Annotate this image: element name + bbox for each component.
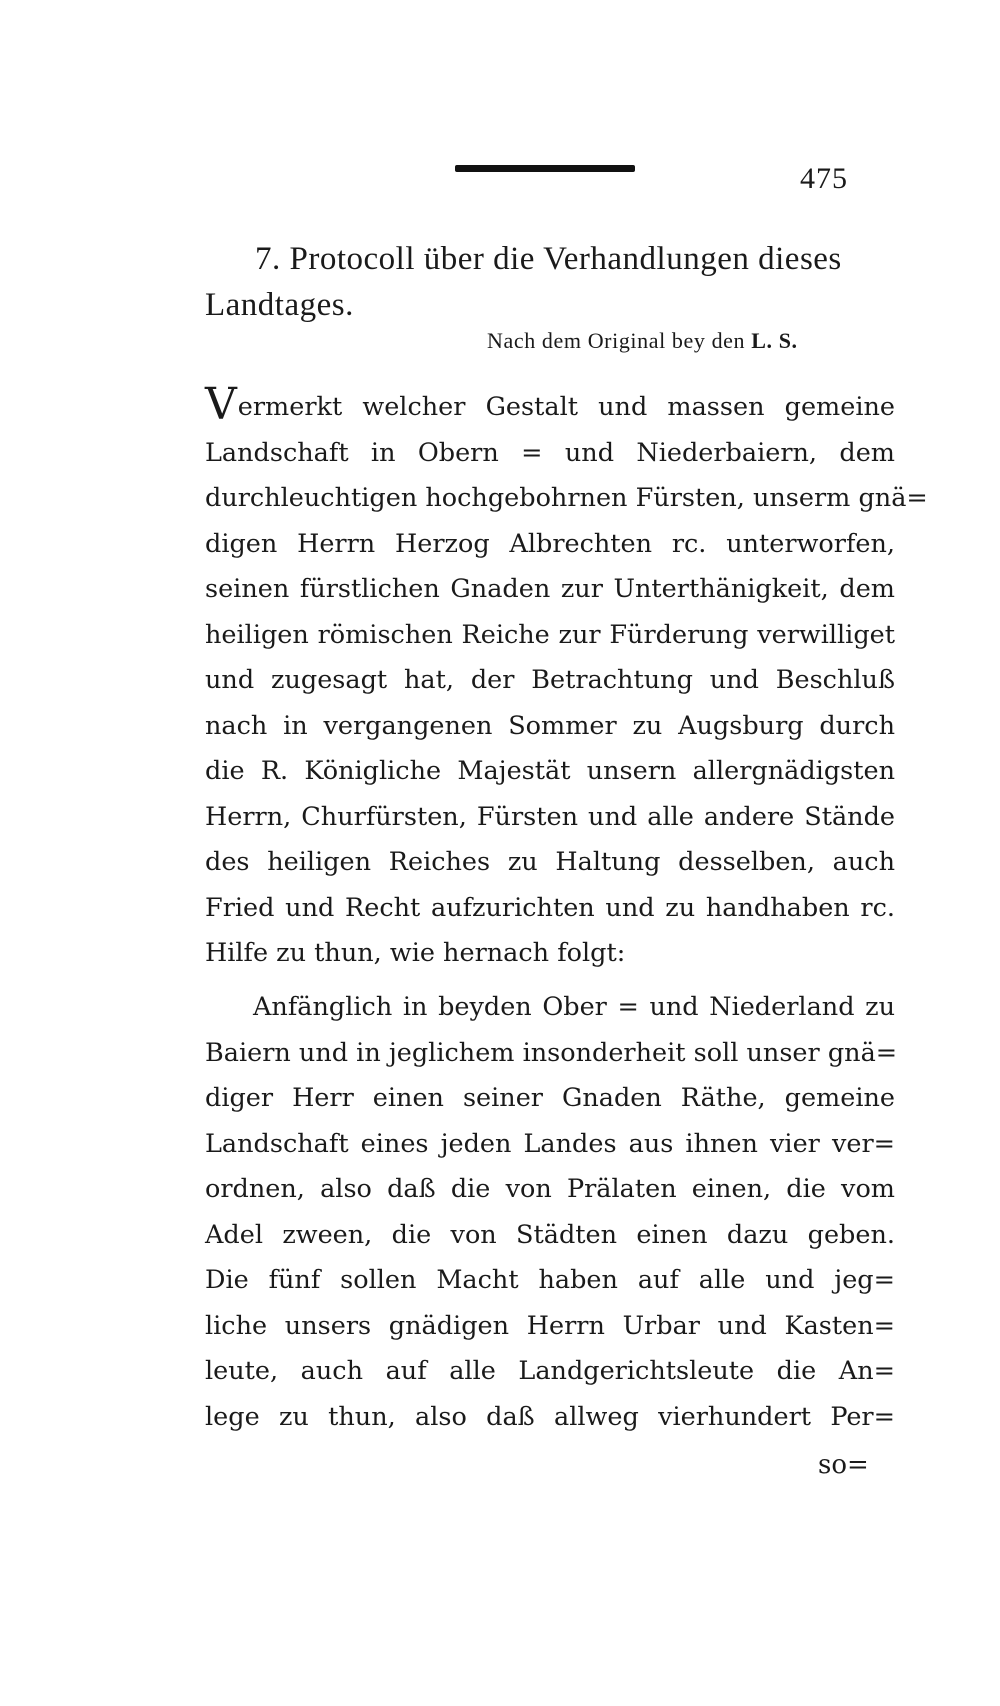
paragraph-line: Hilfe zu thun, wie hernach folgt: (205, 938, 626, 968)
heading-line-1: 7. Protocoll über die Verhandlungen dieses (255, 241, 842, 277)
paragraph-line: lege zu thun, also daß allweg vierhundert Per= (205, 1401, 895, 1432)
page-number: 475 (800, 162, 848, 195)
paragraph-line: Vermerkt welcher Gestalt und massen gemeine (205, 379, 895, 430)
paragraph-line: diger Herr einen seiner Gnaden Räthe, gemeine (205, 1083, 895, 1113)
paragraph-line: Landschaft eines jeden Landes aus ihnen vier ver= (205, 1128, 895, 1159)
source-note-prefix: Nach dem Original bey den (487, 328, 746, 353)
paragraph-line: die R. Königliche Majestät unsern allergnädigsten (205, 756, 895, 786)
paragraph-line: durchleuchtigen hochgebohrnen Fürsten, unserm gnä= (205, 483, 928, 513)
heading-line-2: Landtages. (205, 287, 354, 323)
section-heading (205, 236, 905, 328)
paragraph-line: Fried und Recht aufzurichten und zu handhaben rc. (205, 892, 895, 923)
paragraph-line: heiligen römischen Reiche zur Fürderung verwilliget (205, 619, 895, 650)
paragraph-line: und zugesagt hat, der Betrachtung und Beschluß (205, 665, 895, 695)
paragraph-line: digen Herrn Herzog Albrechten rc. unterworfen, (205, 528, 895, 559)
paragraph-line: leute, auch auf alle Landgerichtsleute die An= (205, 1356, 895, 1386)
paragraph-line: Anfänglich in beyden Ober = und Niederland zu (253, 992, 895, 1022)
paragraph-line: Adel zween, die von Städten einen dazu geben. (205, 1219, 895, 1250)
paragraph-2 (205, 985, 898, 1440)
source-note-ls: L. S. (751, 328, 798, 353)
catchword: so= (818, 1450, 869, 1480)
paragraph-line: Landschaft in Obern = und Niederbaiern, dem (205, 437, 895, 468)
paragraph-line: ordnen, also daß die von Prälaten einen, die vom (205, 1174, 895, 1204)
paragraph-line: liche unsers gnädigen Herrn Urbar und Kasten= (205, 1310, 895, 1341)
source-note (487, 328, 907, 354)
paragraph-line: seinen fürstlichen Gnaden zur Unterthänigkeit, dem (205, 574, 895, 604)
paragraph-line: Herrn, Churfürsten, Fürsten und alle andere Stände (205, 801, 895, 832)
paragraph-1 (205, 379, 928, 977)
drop-cap: V (205, 379, 237, 430)
paragraph-line: Die fünf sollen Macht haben auf alle und jeg= (205, 1265, 895, 1295)
paragraph-line: Baiern und in jeglichem insonderheit soll unser gnä= (205, 1037, 898, 1068)
header-rule (455, 165, 635, 172)
paragraph-line: des heiligen Reiches zu Haltung desselben, auch (205, 847, 895, 877)
paragraph-line: nach in vergangenen Sommer zu Augsburg durch (205, 710, 895, 741)
